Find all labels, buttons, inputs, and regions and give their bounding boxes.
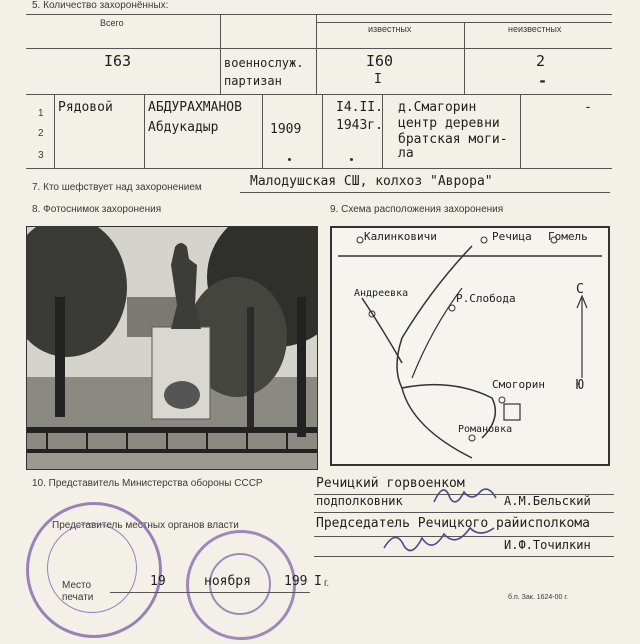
burial-place: центр деревни	[398, 116, 500, 131]
military-org: Речицкий горвоенком	[316, 476, 465, 491]
map-label-romanovka: Романовка	[458, 424, 513, 435]
known-military: I60	[366, 52, 394, 70]
signature-tochilkin	[380, 524, 500, 560]
soldier-rank: Рядовой	[58, 100, 113, 115]
col-known-header: известных	[368, 24, 412, 34]
dot-mark	[288, 158, 291, 161]
memorial-photo	[26, 226, 318, 470]
divider	[262, 94, 263, 168]
signature-belsky	[430, 482, 500, 512]
underline	[240, 192, 610, 193]
dot-mark	[350, 158, 353, 161]
divider	[220, 14, 221, 94]
divider	[26, 14, 612, 15]
map-label-rechitsa: Речица	[492, 230, 532, 243]
death-date-year: 1943г.	[336, 118, 383, 133]
underline	[110, 592, 310, 593]
row-number: 2	[38, 128, 44, 139]
date-year-prefix: 199	[284, 574, 308, 589]
divider	[26, 168, 612, 169]
map-label-smagorin: Смогорин	[492, 378, 545, 391]
map-label-gomel: Гомель	[548, 230, 588, 243]
divider	[26, 94, 612, 95]
soldier-surname: АБДУРАХМАНОВ	[148, 100, 242, 115]
map-label-andreevka: Андреевка	[354, 288, 409, 299]
category-military: военнослуж.	[224, 56, 304, 70]
underline	[314, 512, 614, 513]
row-number: 1	[38, 108, 44, 119]
patron-value: Малодушская СШ, колхоз "Аврора"	[250, 174, 493, 189]
date-year-suffix: I	[314, 574, 322, 589]
burial-place: д.Смагорин	[398, 100, 477, 115]
birth-year: 1909	[270, 122, 302, 137]
divider	[322, 94, 323, 168]
total-count: I63	[104, 52, 132, 70]
known-partisan: I	[374, 72, 382, 87]
empty-dash: -	[584, 100, 592, 115]
date-day: 19	[150, 574, 166, 589]
place-of-seal: Место печати	[62, 580, 94, 603]
unknown-partisan: -	[538, 72, 548, 90]
south-label: Ю	[576, 378, 584, 393]
local-rep-signer: И.Ф.Точилкин	[504, 538, 591, 552]
local-rep-label: Представитель местных органов власти	[52, 520, 239, 531]
memorial-photo-image	[27, 227, 317, 469]
map-label-kalinkovichi: Калинковичи	[364, 230, 437, 243]
officer-signer: А.М.Бельский	[504, 494, 591, 508]
underline	[314, 556, 614, 557]
col-total-header: Всего	[100, 18, 124, 28]
death-date-day: I4.II.	[336, 100, 383, 115]
divider	[520, 94, 521, 168]
north-label: С	[576, 282, 584, 297]
section7-label: 7. Кто шефствует над захоронением	[32, 182, 202, 193]
row-number: 3	[38, 150, 44, 161]
date-month: ноября	[204, 574, 251, 589]
soldier-given-name: Абдукадыр	[148, 120, 219, 135]
divider	[54, 94, 55, 168]
section8-label: 8. Фотоснимок захоронения	[32, 204, 162, 215]
section5-title: 5. Количество захоронённых:	[32, 0, 169, 11]
map-label-r-sloboda: Р.Слобода	[456, 292, 516, 305]
burial-place: братская моги-	[398, 132, 508, 147]
local-rep-title: Председатель Речицкого райисполкома	[316, 516, 590, 531]
printer-note: б.п. Зак. 1624-00 г.	[508, 594, 568, 601]
divider	[26, 48, 612, 49]
section10-label: 10. Представитель Министерства обороны СССР	[32, 478, 263, 489]
unknown-military: 2	[536, 52, 546, 70]
section9-label: 9. Схема расположения захоронения	[330, 204, 504, 215]
divider	[144, 94, 145, 168]
divider	[464, 22, 465, 94]
category-partisan: партизан	[224, 74, 282, 88]
divider	[316, 14, 317, 94]
date-year-unit: г.	[324, 578, 330, 589]
burial-place: ла	[398, 146, 414, 161]
col-unknown-header: неизвестных	[508, 24, 562, 34]
officer-rank: подполковник	[316, 494, 403, 508]
location-map	[330, 226, 610, 466]
official-seal-round	[26, 502, 162, 638]
